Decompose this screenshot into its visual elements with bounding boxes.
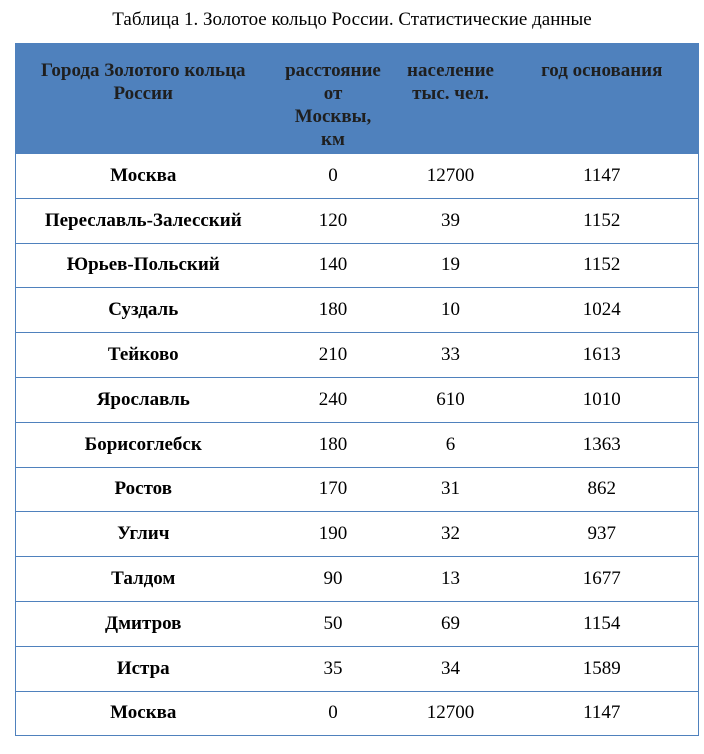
cell-city: Талдом [16,557,271,602]
cell-distance: 210 [271,333,396,378]
cell-founded: 1677 [506,557,699,602]
cell-population: 10 [396,288,506,333]
cell-founded: 1152 [506,198,699,243]
table-row [16,333,699,378]
cell-distance: 190 [271,512,396,557]
table-row [16,243,699,288]
table-row [16,691,699,736]
cell-founded: 1024 [506,288,699,333]
cell-founded: 1147 [506,691,699,736]
header-distance-line: расстояние [285,60,381,81]
table-row [16,288,699,333]
cell-founded: 937 [506,512,699,557]
cell-distance: 140 [271,243,396,288]
cell-founded: 1152 [506,243,699,288]
cell-distance: 240 [271,377,396,422]
cell-population: 31 [396,467,506,512]
cell-city: Москва [16,154,271,199]
cell-distance: 120 [271,198,396,243]
header-distance-line: от [323,83,343,104]
cell-founded: 1147 [506,154,699,199]
header-population [396,44,506,154]
cell-founded: 1363 [506,422,699,467]
cell-founded: 1154 [506,601,699,646]
cell-city: Москва [16,691,271,736]
cell-distance: 180 [271,422,396,467]
header-distance-line: км [321,129,345,150]
cell-city: Ростов [16,467,271,512]
cell-city: Дмитров [16,601,271,646]
cell-population: 12700 [396,691,506,736]
header-city-line: России [113,83,173,104]
cell-founded: 1010 [506,377,699,422]
table-row [16,154,699,199]
cell-population: 33 [396,333,506,378]
cell-founded: 1589 [506,646,699,691]
cell-city: Борисоглебск [16,422,271,467]
cell-population: 34 [396,646,506,691]
cell-population: 6 [396,422,506,467]
cell-population: 12700 [396,154,506,199]
table-row [16,512,699,557]
cell-city: Ярославль [16,377,271,422]
cell-distance: 180 [271,288,396,333]
cell-population: 13 [396,557,506,602]
cell-distance: 50 [271,601,396,646]
cell-distance: 0 [271,154,396,199]
cell-city: Тейково [16,333,271,378]
table-row [16,198,699,243]
cell-city: Юрьев-Польский [16,243,271,288]
header-city [16,44,271,154]
cell-city: Переславль-Залесский [16,198,271,243]
cell-population: 39 [396,198,506,243]
cell-city: Суздаль [16,288,271,333]
header-population-line: население [407,60,494,81]
header-founded-line: год основания [541,60,663,81]
cell-distance: 90 [271,557,396,602]
table-row [16,377,699,422]
cell-founded: 862 [506,467,699,512]
table-row [16,557,699,602]
cell-city: Углич [16,512,271,557]
golden-ring-table [15,43,699,736]
header-row [16,44,699,154]
header-founded [506,44,699,154]
header-distance [271,44,396,154]
cell-distance: 170 [271,467,396,512]
cell-population: 69 [396,601,506,646]
table-row [16,422,699,467]
table-caption: Таблица 1. Золотое кольцо России. Статистические данные [112,9,592,30]
table-row [16,646,699,691]
table-row [16,467,699,512]
table-row [16,601,699,646]
cell-city: Истра [16,646,271,691]
cell-distance: 35 [271,646,396,691]
cell-population: 32 [396,512,506,557]
cell-population: 610 [396,377,506,422]
header-city-line: Города Золотого кольца [40,60,246,81]
cell-founded: 1613 [506,333,699,378]
cell-distance: 0 [271,691,396,736]
cell-population: 19 [396,243,506,288]
header-population-line: тыс. чел. [412,83,489,104]
header-distance-line: Москвы, [294,106,372,127]
